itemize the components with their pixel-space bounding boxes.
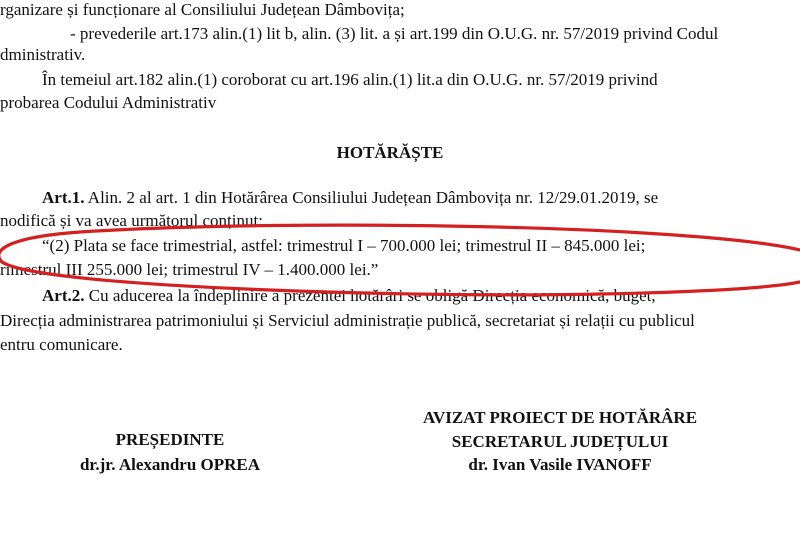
secretary-name: dr. Ivan Vasile IVANOFF [468,455,652,474]
art1-quote-line1: “(2) Plata se face trimestrial, astfel: trimestrul I – 700.000 lei; trimestrul II – 845.000 lei; [42,236,646,255]
art1-second-line: nodifică și va avea următorul conținut: [0,211,263,230]
president-name: dr.jr. Alexandru OPREA [79,455,261,474]
endorsement-heading: AVIZAT PROIECT DE HOTĂRÂRE [422,408,698,427]
art1-text: Alin. 2 al art. 1 din Hotărârea Consiliului Județean Dâmbovița nr. 12/29.01.2019, se [87,188,659,207]
president-title: PREȘEDINTE [115,430,225,449]
art2-first-line [42,286,656,306]
text-line-administrativ: dministrativ. [0,45,86,64]
text-line-in-temeiul: În temeiul art.182 alin.(1) coroborat cu art.196 alin.(1) lit.a din O.U.G. nr. 57/2019 privind [42,70,658,89]
art1-first-line [42,188,658,208]
decision-heading: HOTĂRĂȘTE [336,143,444,162]
text-line-prevederile: - prevederile art.173 alin.(1) lit b, alin. (3) lit. a și art.199 din O.U.G. nr. 57/2019 privind Codul [70,24,719,43]
text-line-organizare: rganizare și funcționare al Consiliului Județean Dâmbovița; [0,0,405,19]
text-line-aprobarea: probarea Codului Administrativ [0,93,217,112]
secretary-title: SECRETARUL JUDEȚULUI [451,432,669,451]
art2-second-line: Direcția administrarea patrimoniului și Serviciul administrație publică, secretariat și relații cu publicul [0,311,695,330]
art1-quote-line2: rimestrul III 255.000 lei; trimestrul IV – 1.400.000 lei.” [0,260,379,279]
art2-text: Cu aducerea la îndeplinire a prezentei hotărâri se obligă Direcția economică, buget, [88,286,656,305]
art2-label: Art.2. [42,286,85,305]
art1-label: Art.1. [42,188,85,207]
art2-third-line: entru comunicare. [0,335,123,354]
